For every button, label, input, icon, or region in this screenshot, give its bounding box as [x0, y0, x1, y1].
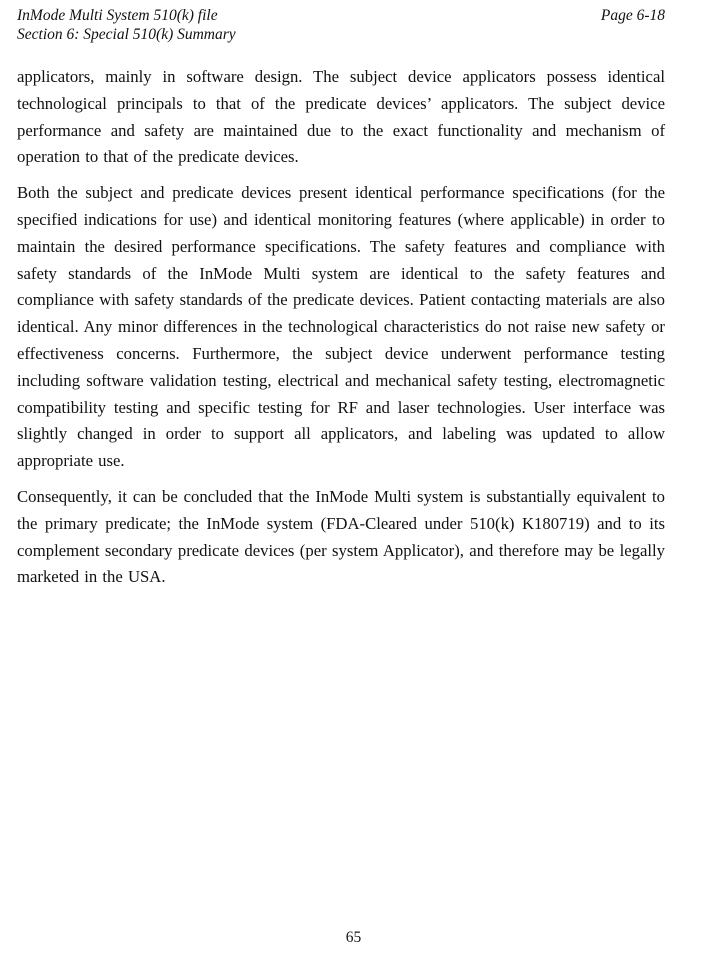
paragraph-3: Consequently, it can be concluded that the InMode Multi system is substantially equivalent to the primary predicate; the InMode system (FDA-Cleared under 510(k) K180719) and to its complement secondary predicate devices (per system Applicator), and therefore may be legally marketed in the USA. — [17, 486, 665, 587]
paragraph-2: Both the subject and predicate devices present identical performance specifications (for the specified indications for use) and identical monitoring features (where applicable) in order to maintain the desired performance specifications. The safety features and compliance with safety standards of the InMode Multi system are identical to the safety features and compliance with safety standards of the predicate devices. Patient contacting materials are also identical. Any minor differences in the technological characteristics do not raise new safety or effectiveness concerns. Furthermore, the subject device underwent performance testing including software validation testing, electrical and mechanical safety testing, electromagnetic compatibility testing and specific testing for RF and laser technologies. User interface was slightly changed in order to support all applicators, and labeling was updated to allow appropriate use. — [17, 183, 665, 471]
header-page-label: Page 6-18 — [600, 7, 665, 24]
document-title-line1: InMode Multi System 510(k) file — [17, 7, 218, 24]
paragraph-1: applicators, mainly in software design. The subject device applicators possess identical technological principals to that of the predicate devices’ applicators. The subject device performance and safety are maintained due to the exact functionality and mechanism of operation to that of the predicate devices. — [17, 67, 665, 167]
page-footer — [0, 929, 707, 947]
page-header — [17, 6, 665, 44]
page-number: 65 — [345, 929, 362, 946]
document-body — [17, 64, 665, 600]
document-title-block — [17, 6, 236, 44]
document-title-line2: Section 6: Special 510(k) Summary — [17, 26, 236, 43]
